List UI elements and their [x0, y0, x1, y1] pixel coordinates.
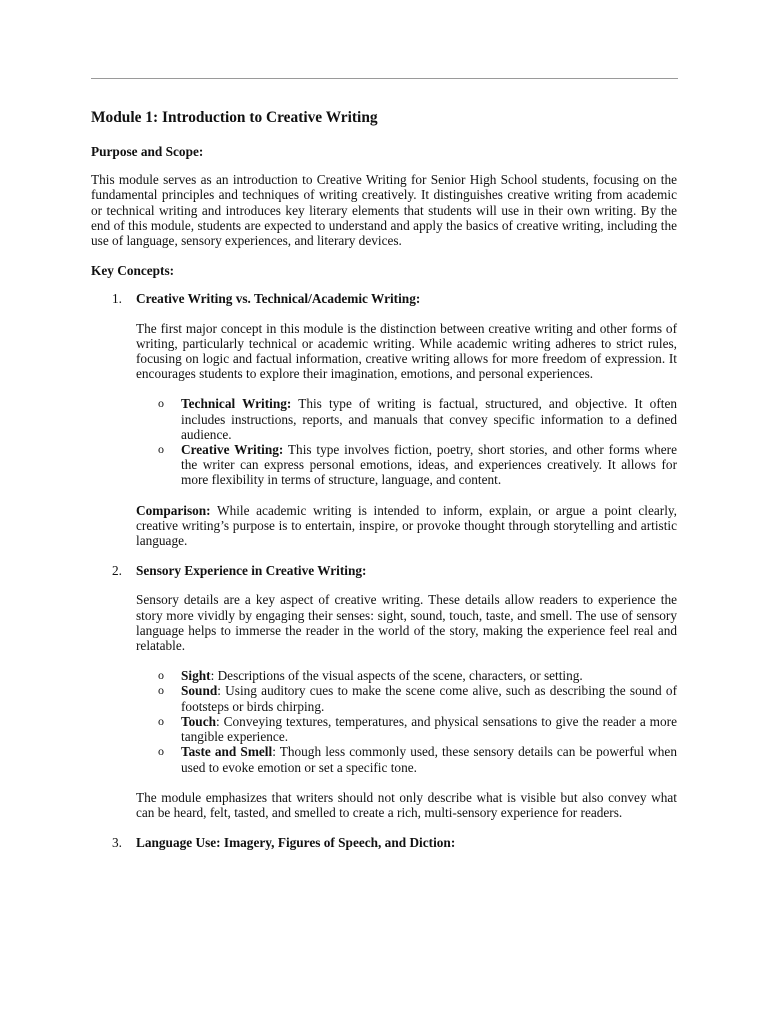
- bullet-term: Taste and Smell: [181, 744, 273, 760]
- concept-number: 1.: [112, 291, 122, 307]
- concept-closing: [136, 503, 677, 549]
- concept-item: [91, 291, 677, 548]
- list-item: [136, 668, 677, 683]
- bullet-text: This type of writing is factual, structured, and objective. It often includes instructions, reports, and manuals that convey specific information to a defined audience.: [181, 396, 677, 442]
- bullet-icon: o: [158, 442, 164, 457]
- concept-intro: The first major concept in this module is the distinction between creative writing and other forms of writing, particularly technical or academic writing. While academic writing adheres to strict rules, focusing on logic and factual information, creative writing allows for more freedom of expression. It encourages students to explore their imagination, emotions, and personal experiences.: [136, 320, 677, 382]
- list-item: [136, 683, 677, 713]
- bullet-icon: o: [158, 744, 164, 759]
- closing-term: Comparison:: [136, 502, 211, 518]
- list-item: [136, 744, 677, 774]
- closing-text: While academic writing is intended to inform, explain, or argue a point clearly, creative writing’s purpose is to entertain, inspire, or provoke thought through storytelling and artistic language.: [136, 502, 677, 549]
- bullet-icon: o: [158, 683, 164, 698]
- concept-bullets: [136, 668, 677, 774]
- concept-closing: The module emphasizes that writers should not only describe what is visible but also convey what can be heard, felt, tasted, and smelled to create a rich, multi-sensory experience for readers.: [136, 789, 677, 820]
- bullet-term: Technical Writing:: [181, 396, 292, 412]
- bullet-term: Sight: [181, 668, 211, 684]
- concept-item: [91, 835, 677, 850]
- key-concepts-heading: Key Concepts:: [91, 263, 175, 279]
- header-rule: [91, 78, 678, 79]
- concept-number: 2.: [112, 563, 122, 579]
- bullet-text: : Conveying textures, temperatures, and physical sensations to give the reader a more tangible experience.: [181, 713, 677, 745]
- page-title: Module 1: Introduction to Creative Writing: [91, 109, 378, 126]
- bullet-text: This type involves fiction, poetry, short stories, and other forms where the writer can express personal emotions, ideas, and experiences creatively. It allows for more flexibility in terms of structure, language, and content.: [181, 442, 677, 488]
- concept-bullets: [136, 396, 677, 487]
- concept-title: Sensory Experience in Creative Writing:: [136, 563, 367, 579]
- concept-number: 3.: [112, 835, 122, 851]
- bullet-icon: o: [158, 668, 164, 683]
- list-item: [136, 442, 677, 488]
- bullet-icon: o: [158, 396, 164, 411]
- list-item: [136, 714, 677, 744]
- document-body: [91, 109, 677, 864]
- purpose-paragraph: This module serves as an introduction to Creative Writing for Senior High School students, focusing on the fundamental principles and techniques of writing creatively. It distinguishes creative writing from academic or technical writing and introduces key literary elements that students will use in their own writing. By the end of this module, students are expected to understand and apply the basics of creative writing, including the use of language, sensory experiences, and literary devices.: [91, 172, 677, 249]
- bullet-text: : Though less commonly used, these sensory details can be powerful when used to evoke emotion or set a specific tone.: [181, 744, 677, 775]
- bullet-text: : Using auditory cues to make the scene come alive, such as describing the sound of footsteps or birds chirping.: [181, 683, 677, 714]
- concept-title: Creative Writing vs. Technical/Academic Writing:: [136, 291, 421, 307]
- concept-intro: Sensory details are a key aspect of creative writing. These details allow readers to experience the story more vividly by engaging their senses: sight, sound, touch, taste, and smell. The use of sensory language helps to immerse the reader in the world of the story, making the experience feel real and relatable.: [136, 592, 677, 654]
- concept-title: Language Use: Imagery, Figures of Speech, and Diction:: [136, 835, 456, 851]
- purpose-heading: Purpose and Scope:: [91, 144, 204, 159]
- concept-item: [91, 563, 677, 820]
- bullet-term: Touch: [181, 713, 216, 729]
- concepts-list: [91, 291, 677, 850]
- bullet-icon: o: [158, 713, 164, 728]
- bullet-term: Creative Writing:: [181, 442, 284, 458]
- list-item: [136, 396, 677, 442]
- bullet-term: Sound: [181, 683, 218, 699]
- bullet-text: : Descriptions of the visual aspects of the scene, characters, or setting.: [210, 668, 583, 684]
